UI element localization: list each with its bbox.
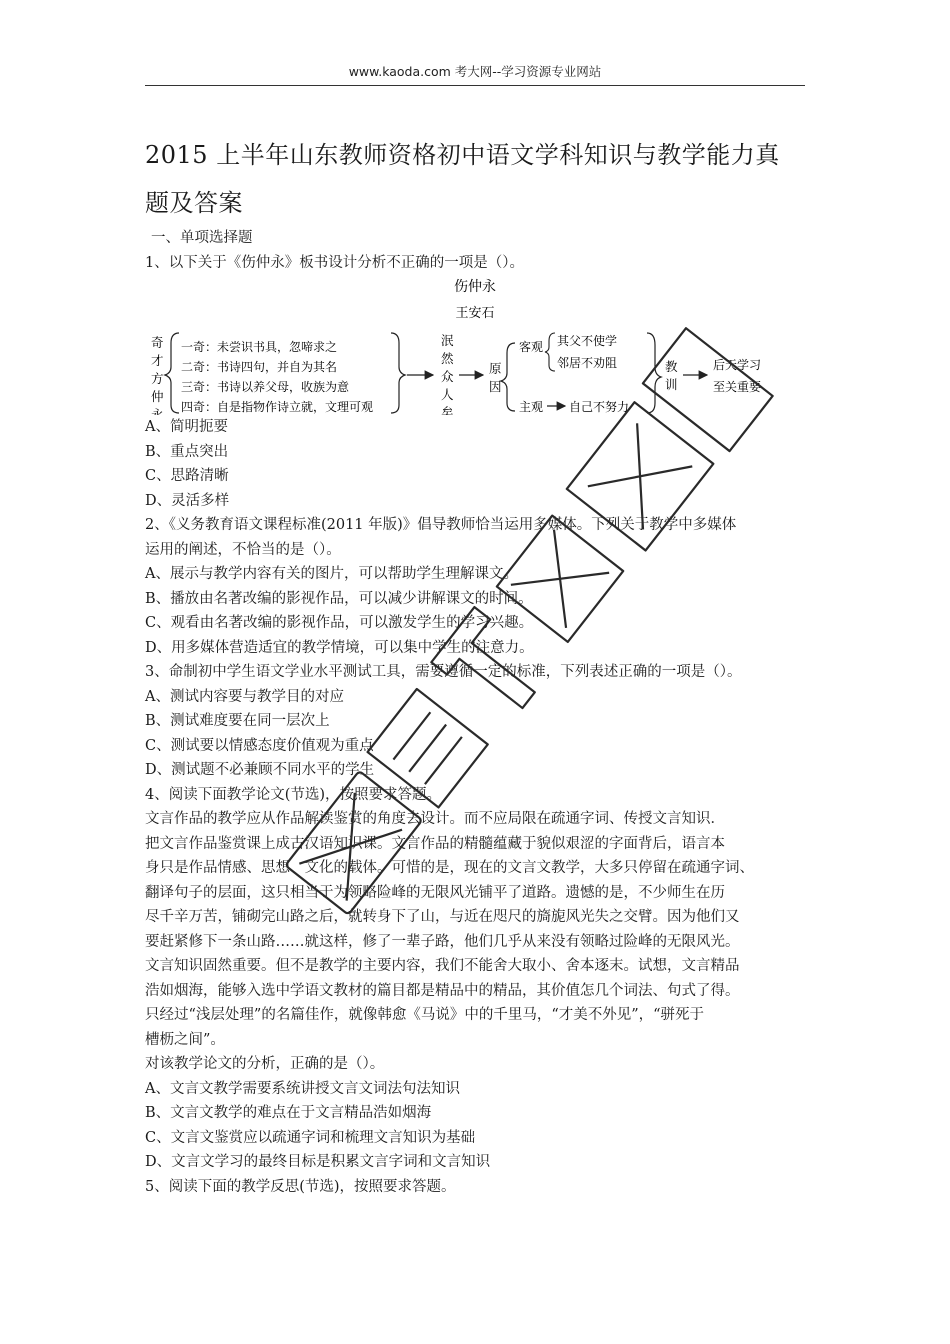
question-5-stem: 5、阅读下面的教学反思(节选)，按照要求答题。 [145, 1178, 456, 1195]
left-label-char-3: 方 [151, 371, 164, 386]
blackboard-diagram [145, 275, 805, 415]
blackboard-design-figure [145, 275, 815, 415]
q1-option-d: D、灵活多样 [145, 492, 230, 509]
q1-option-b: B、重点突出 [145, 443, 229, 460]
q3-option-c: C、测试要以情感态度价值观为重点 [145, 737, 374, 754]
q4-passage-line-3: 身只是作品情感、思想、文化的载体。可惜的是，现在的文言文教学，大多只停留在疏通字词、 [145, 860, 754, 876]
objective-brace [545, 333, 555, 371]
subjective-result: 自己不努力 [569, 400, 630, 414]
question-1-stem: 1、以下关于《伤仲永》板书设计分析不正确的一项是（）。 [145, 254, 524, 271]
figure-item-4: 四奇：自是指物作诗立就，文理可观 [181, 400, 374, 414]
q4-option-b: B、文言文教学的难点在于文言精品浩如烟海 [145, 1105, 432, 1121]
figure-item-3: 三奇：书诗以养父母，收族为意 [181, 380, 350, 394]
q4-passage-line-10: 槽枥之间”。 [145, 1031, 225, 1048]
left-label-char-4: 仲 [151, 389, 164, 404]
q4-question: 对该教学论文的分析，正确的是（）。 [145, 1056, 385, 1072]
figure-item-1: 一奇：未尝识书具，忽啼求之 [181, 340, 338, 354]
q2-option-a: A、展示与教学内容有关的图片，可以帮助学生理解课文。 [145, 566, 518, 582]
q4-passage-line-4: 翻译句子的层面，这只相当于为领略险峰的无限风光铺平了道路。遗憾的是，不少师生在历 [145, 884, 725, 901]
q2-option-c: C、观看由名著改编的影视作品，可以激发学生的学习兴趣。 [145, 615, 534, 631]
question-3-stem: 3、命制初中学生语文学业水平测试工具，需要遵循一定的标准，下列表述正确的一项是（）。 [145, 664, 742, 680]
title-line-1: 2015 上半年山东教师资格初中语文学科知识与教学能力真 [145, 141, 780, 169]
result-char-2: 然 [441, 351, 454, 366]
result-char-4: 人 [441, 387, 454, 402]
question-2-stem-1: 2、《义务教育语文课程标准(2011 年版)》倡导教师恰当运用多媒体。下列关于教学中多媒体 [145, 517, 737, 533]
left-label-char-1: 奇 [151, 335, 164, 350]
objective-item-2: 邻居不劝阻 [557, 356, 618, 370]
items-brace [391, 333, 405, 413]
lesson-char-1: 教 [665, 359, 678, 374]
subjective-label: 主观 [519, 400, 544, 414]
q1-option-c: C、思路清晰 [145, 468, 229, 484]
question-2-stem-2: 运用的阐述，不恰当的是（）。 [145, 541, 341, 558]
q4-passage-line-5: 尽千辛万苦，铺砌完山路之后，就转身下了山，与近在咫尺的旖旎风光失之交臂。因为他们又 [145, 909, 740, 925]
result-char-1: 泯 [441, 333, 454, 348]
lesson-char-2: 训 [665, 377, 678, 392]
q4-passage-line-7: 文言知识固然重要。但不是教学的主要内容，我们不能舍大取小、舍本逐末。试想，文言精品 [145, 958, 740, 974]
q3-option-b: B、测试难度要在同一层次上 [145, 713, 330, 729]
q4-passage-line-1: 文言作品的教学应从作品解读鉴赏的角度去设计。而不应局限在疏通字词、传授文言知识． [145, 811, 725, 827]
figure-title: 伤仲永 [454, 279, 496, 295]
cause-brace [501, 343, 515, 411]
objective-label: 客观 [519, 340, 544, 354]
result-char-5: 矣 [441, 405, 454, 415]
objective-item-1: 其父不使学 [557, 334, 618, 348]
q4-passage-line-2: 把文言作品鉴赏课上成古汉语知识课。文言作品的精髓蕴藏于貌似艰涩的字面背后，语言本 [145, 835, 725, 852]
result-char-3: 众 [441, 369, 454, 384]
lesson-item-2: 至关重要 [713, 380, 762, 394]
title-line-2: 题及答案 [145, 189, 243, 217]
header-divider [145, 85, 805, 86]
lesson-item-1: 后天学习 [713, 358, 762, 372]
left-brace [165, 333, 179, 413]
q4-passage-line-9: 只经过“浅层处理”的名篇佳作，就像韩愈《马说》中的千里马，“才美不外见”，“骈死于 [145, 1007, 705, 1023]
left-label-char-5: 永 [151, 407, 164, 415]
q3-option-d: D、测试题不必兼顾不同水平的学生 [145, 762, 375, 778]
cause-char-1: 原 [489, 361, 502, 376]
lesson-brace [647, 333, 661, 413]
document-body [145, 226, 815, 1199]
q4-passage-line-8: 浩如烟海，能够入选中学语文教材的篇目都是精品中的精品，其价值怎几个词法、句式了得。 [145, 982, 740, 999]
q2-option-d: D、用多媒体营造适宜的教学情境，可以集中学生的注意力。 [145, 639, 534, 656]
q4-option-d: D、文言文学习的最终目标是积累文言字词和文言知识 [145, 1154, 491, 1170]
q4-passage-line-6: 要赶紧修下一条山路……就这样，修了一辈子路，他们几乎从来没有领略过险峰的无限风光。 [145, 933, 740, 950]
q4-option-a: A、文言文教学需要系统讲授文言文词法句法知识 [145, 1080, 460, 1097]
q4-option-c: C、文言文鉴赏应以疏通字词和梳理文言知识为基础 [145, 1129, 476, 1146]
cause-char-2: 因 [489, 379, 502, 394]
figure-author: 王安石 [455, 306, 495, 321]
q3-option-a: A、测试内容要与教学目的对应 [145, 688, 344, 705]
document-title [145, 131, 815, 227]
left-label-char-2: 才 [151, 353, 164, 368]
figure-item-2: 二奇：书诗四句，并自为其名 [181, 360, 338, 374]
section-heading: 一、单项选择题 [151, 230, 253, 246]
q2-option-b: B、播放由名著改编的影视作品，可以减少讲解课文的时间。 [145, 590, 533, 607]
site-header: www.kaoda.com 考大网--学习资源专业网站 [348, 64, 602, 79]
q1-option-a: A、简明扼要 [145, 419, 228, 435]
question-4-stem: 4、阅读下面教学论文(节选)，按照要求答题。 [145, 786, 442, 803]
